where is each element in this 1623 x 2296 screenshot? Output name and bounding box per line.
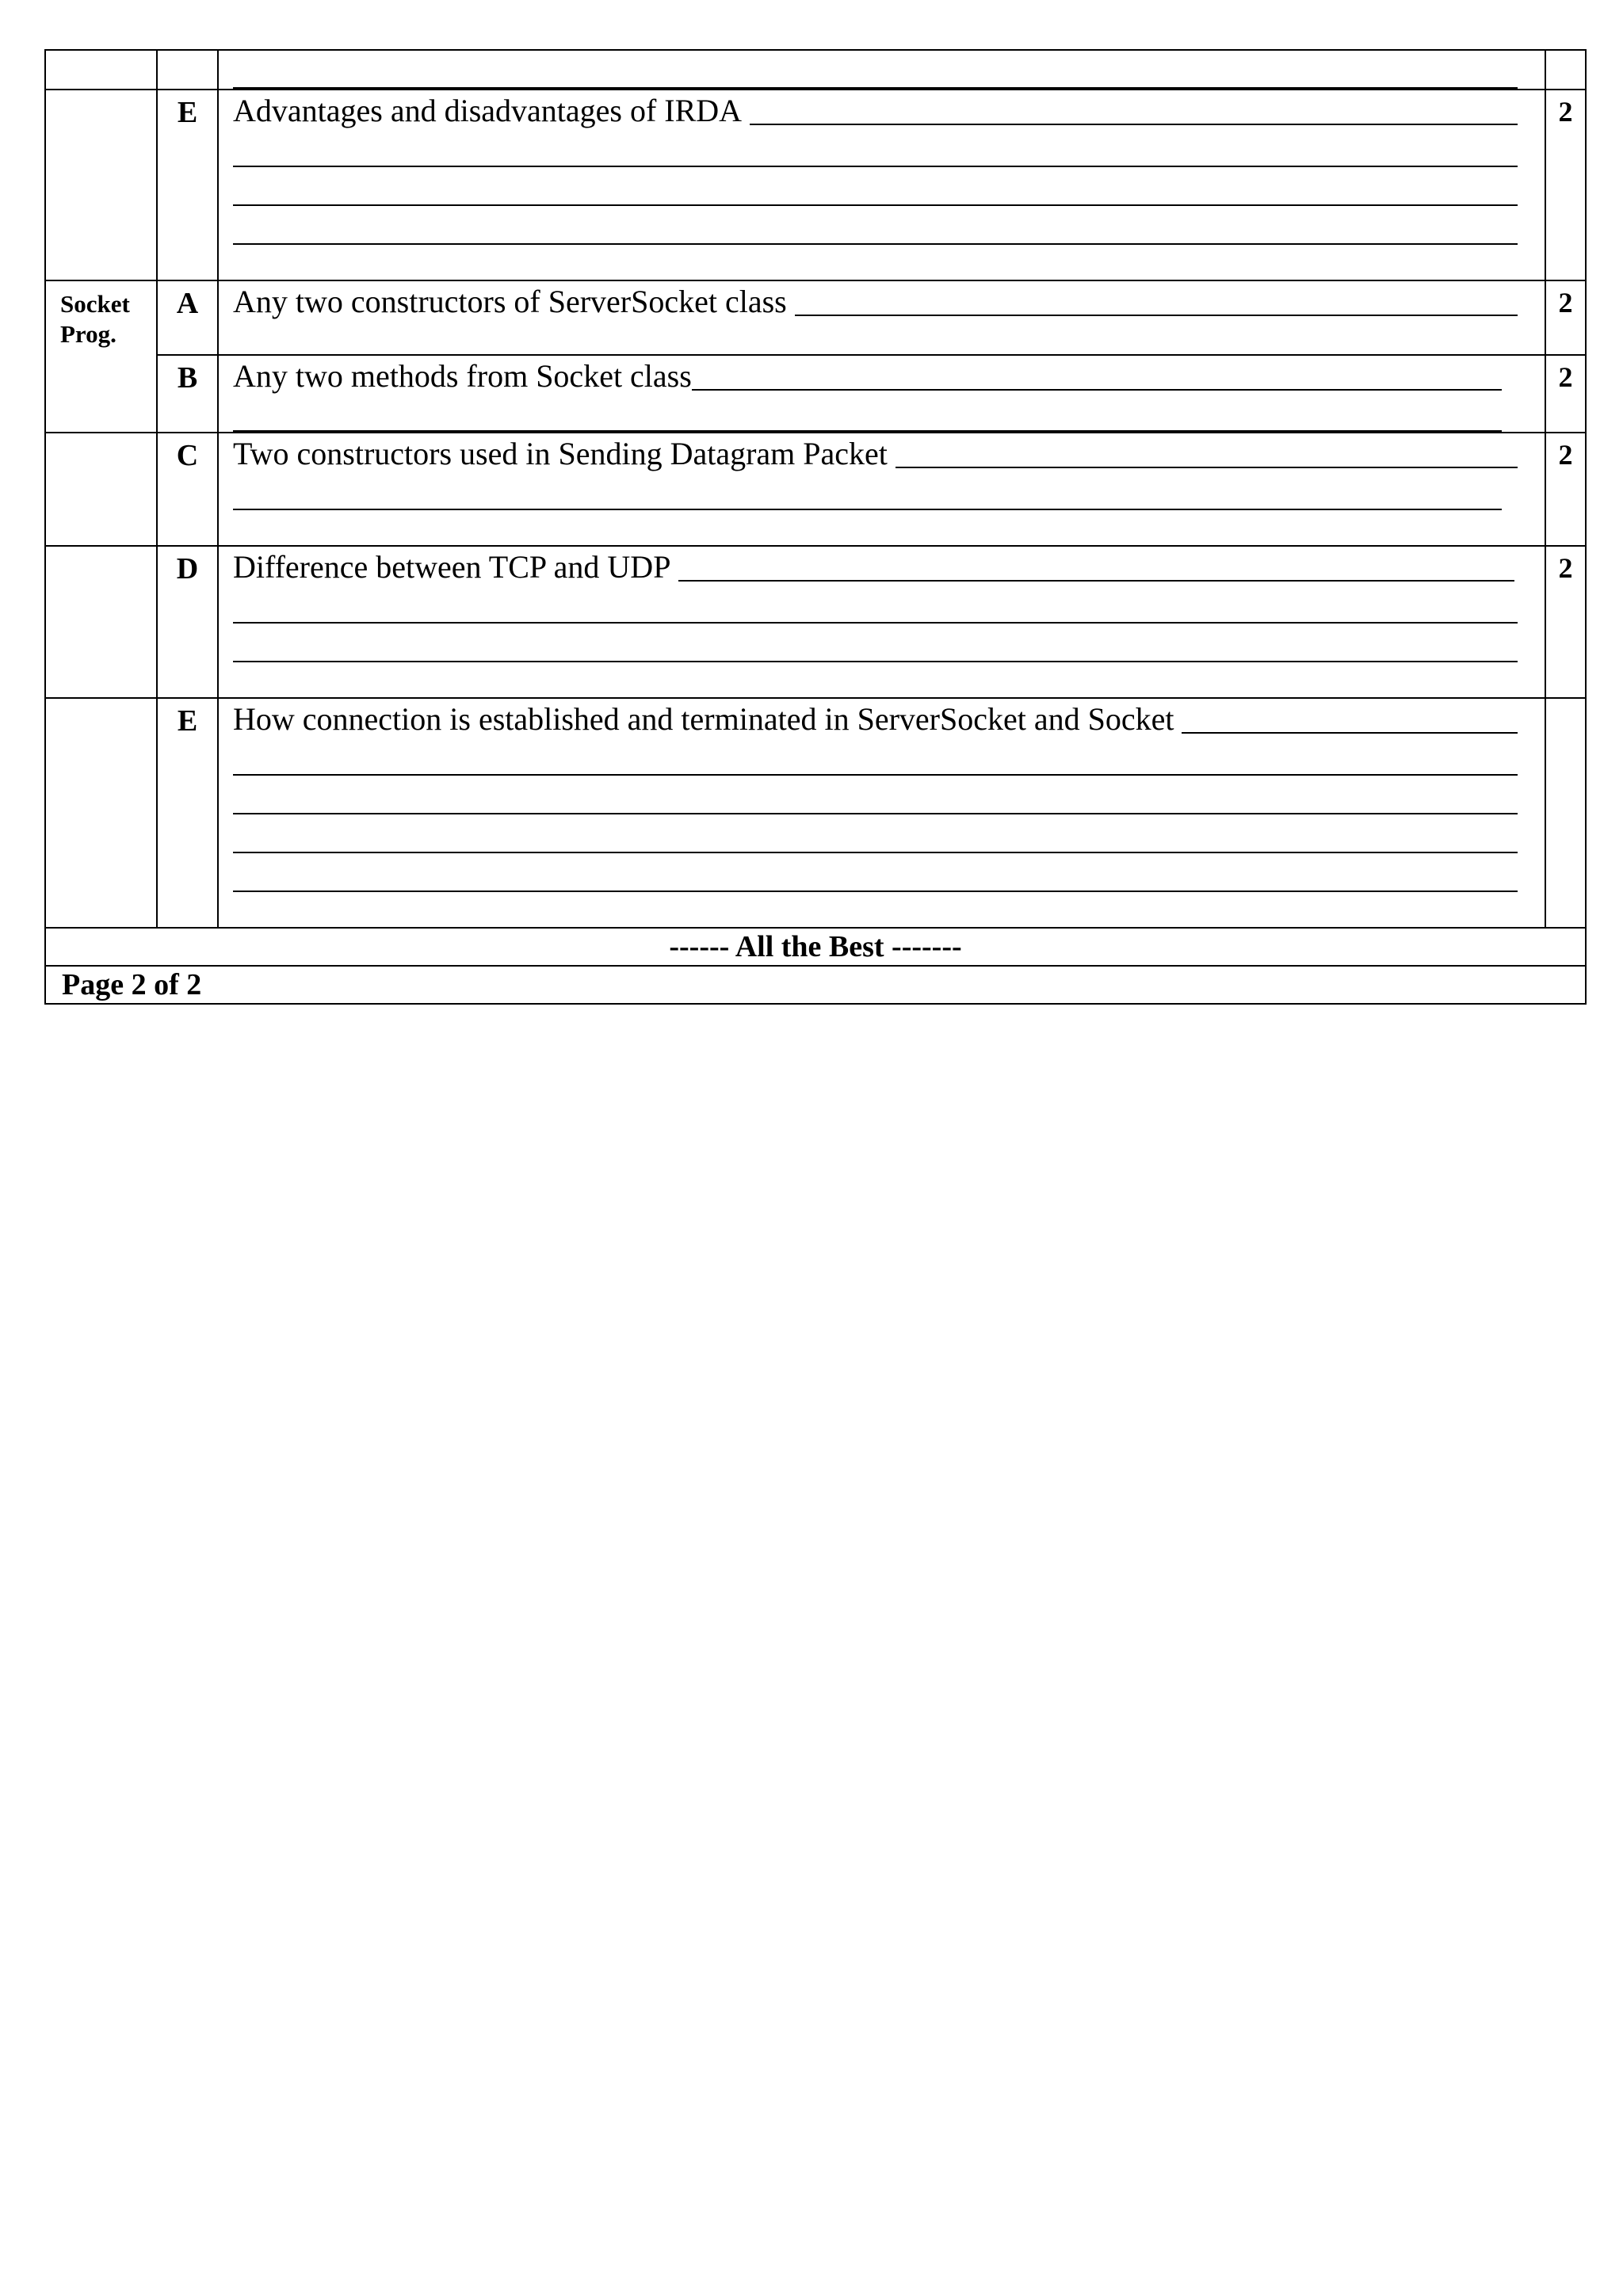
- answer-line: [896, 467, 1518, 468]
- question-line: [233, 433, 1518, 471]
- question-text: Any two constructors of ServerSocket class: [233, 284, 787, 319]
- topic-cell: [45, 90, 157, 280]
- question-marks: 2: [1545, 433, 1586, 546]
- topic-label: Socket Prog.: [45, 280, 157, 433]
- table-row: [45, 433, 1586, 546]
- answer-line: [233, 662, 1518, 697]
- answer-line: [233, 776, 1518, 814]
- question-cell: [218, 698, 1545, 928]
- question-letter: E: [157, 90, 218, 280]
- question-table: [44, 49, 1587, 1005]
- question-cell: [218, 355, 1545, 433]
- question-text: Difference between TCP and UDP: [233, 549, 671, 585]
- answer-line: [233, 624, 1518, 662]
- answer-line: [233, 737, 1518, 776]
- answer-line: [750, 124, 1518, 125]
- table-row: [45, 698, 1586, 928]
- letter-cell: [157, 50, 218, 90]
- question-letter: C: [157, 433, 218, 546]
- table-row: [45, 90, 1586, 280]
- question-letter: B: [157, 355, 218, 433]
- table-row: [45, 280, 1586, 355]
- question-text: Advantages and disadvantages of IRDA: [233, 93, 743, 128]
- question-text: How connection is established and terminated in ServerSocket and Socket: [233, 701, 1174, 737]
- question-letter: E: [157, 698, 218, 928]
- answer-line: [692, 389, 1502, 391]
- table-row: [45, 355, 1586, 433]
- question-letter: D: [157, 546, 218, 698]
- answer-line: [233, 167, 1518, 206]
- question-cell: [218, 90, 1545, 280]
- question-line: [233, 90, 1518, 128]
- closing-message: ------ All the Best -------: [45, 928, 1586, 966]
- answer-line: [233, 814, 1518, 853]
- answer-line: [233, 471, 1502, 510]
- question-line: [233, 699, 1518, 737]
- question-letter: A: [157, 280, 218, 355]
- question-marks: 2: [1545, 280, 1586, 355]
- answer-line: [233, 394, 1502, 432]
- topic-cell: [45, 50, 157, 90]
- answer-line: [795, 315, 1518, 316]
- question-text: Any two methods from Socket class: [233, 358, 692, 394]
- question-line: [233, 281, 1518, 319]
- answer-line: [233, 319, 1518, 354]
- answer-line: [233, 245, 1518, 280]
- question-cell: [218, 546, 1545, 698]
- question-cell: [218, 280, 1545, 355]
- question-cell: [218, 433, 1545, 546]
- answer-cell: [218, 50, 1545, 90]
- question-marks: 2: [1545, 546, 1586, 698]
- answer-line: [233, 128, 1518, 167]
- question-text: Two constructors used in Sending Datagram Packet: [233, 436, 888, 471]
- answer-line: [233, 51, 1518, 89]
- question-marks: 2: [1545, 355, 1586, 433]
- answer-line: [233, 510, 1518, 545]
- answer-line: [1182, 732, 1518, 734]
- question-line: [233, 547, 1518, 585]
- answer-line: [678, 580, 1514, 582]
- topic-cell: [45, 433, 157, 546]
- topic-cell: [45, 698, 157, 928]
- answer-line: [233, 206, 1518, 245]
- answer-line: [233, 892, 1518, 927]
- table-row: [45, 928, 1586, 966]
- answer-line: [233, 585, 1518, 624]
- answer-line: [233, 853, 1518, 892]
- question-marks: [1545, 698, 1586, 928]
- question-marks: 2: [1545, 90, 1586, 280]
- question-line: [233, 356, 1502, 394]
- table-row: [45, 966, 1586, 1004]
- topic-cell: [45, 546, 157, 698]
- page-number: Page 2 of 2: [45, 966, 1586, 1004]
- table-row: [45, 546, 1586, 698]
- marks-cell: [1545, 50, 1586, 90]
- table-row: [45, 50, 1586, 90]
